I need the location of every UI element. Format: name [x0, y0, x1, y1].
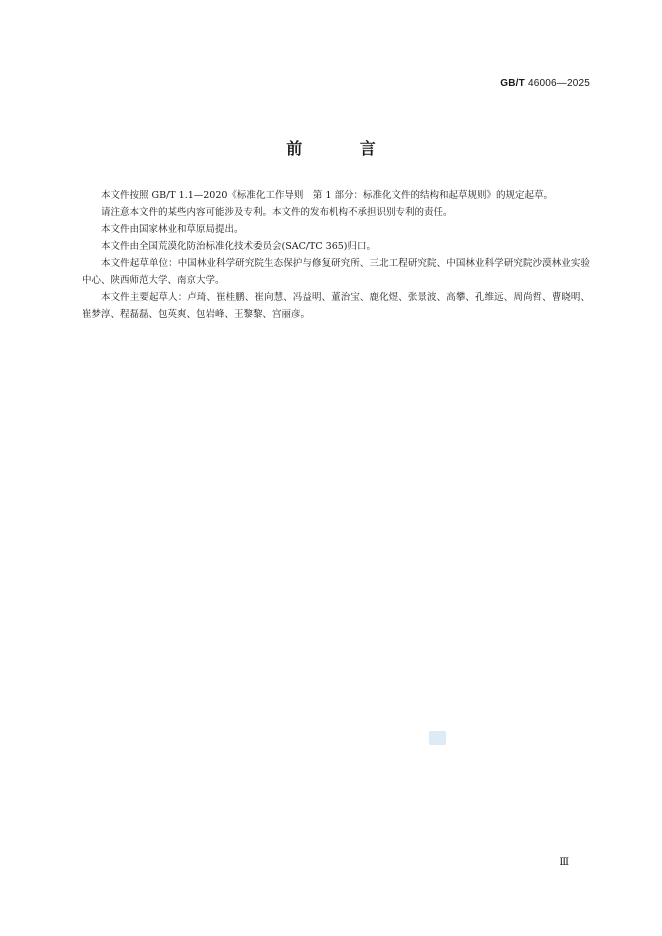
paragraph-committee: 本文件由全国荒漠化防治标准化技术委员会(SAC/TC 365)归口。	[101, 241, 377, 252]
paragraph-drafting-units: 本文件起草单位：中国林业科学研究院生态保护与修复研究所、三北工程研究院、中国林业科学研究院沙漠林业实验中心、陕西师范大学、南京大学。	[82, 258, 590, 286]
paragraph-drafters: 本文件主要起草人：卢琦、崔桂鹏、崔向慧、冯益明、董治宝、鹿化煜、张景波、高攀、孔维远、周尚哲、曹晓明、崔梦淳、程磊磊、包英爽、包岩峰、王黎黎、宫丽彦。	[82, 292, 590, 320]
foreword-body	[82, 187, 590, 323]
standard-code-number: 46006—2025	[527, 78, 590, 89]
paragraph-patent-notice: 请注意本文件的某些内容可能涉及专利。本文件的发布机构不承担识别专利的责任。	[101, 207, 453, 218]
standard-code-prefix: GB/T	[500, 78, 525, 89]
standard-code	[500, 78, 590, 89]
paragraph-proposer: 本文件由国家林业和草原局提出。	[101, 224, 244, 235]
watermark-logo	[429, 731, 446, 745]
paragraph-drafting-rules: 本文件按照 GB/T 1.1—2020《标准化工作导则 第 1 部分：标准化文件的结构和起草规则》的规定起草。	[101, 190, 554, 201]
page-title: 前 言	[286, 139, 402, 158]
page-number: Ⅲ	[559, 857, 569, 868]
